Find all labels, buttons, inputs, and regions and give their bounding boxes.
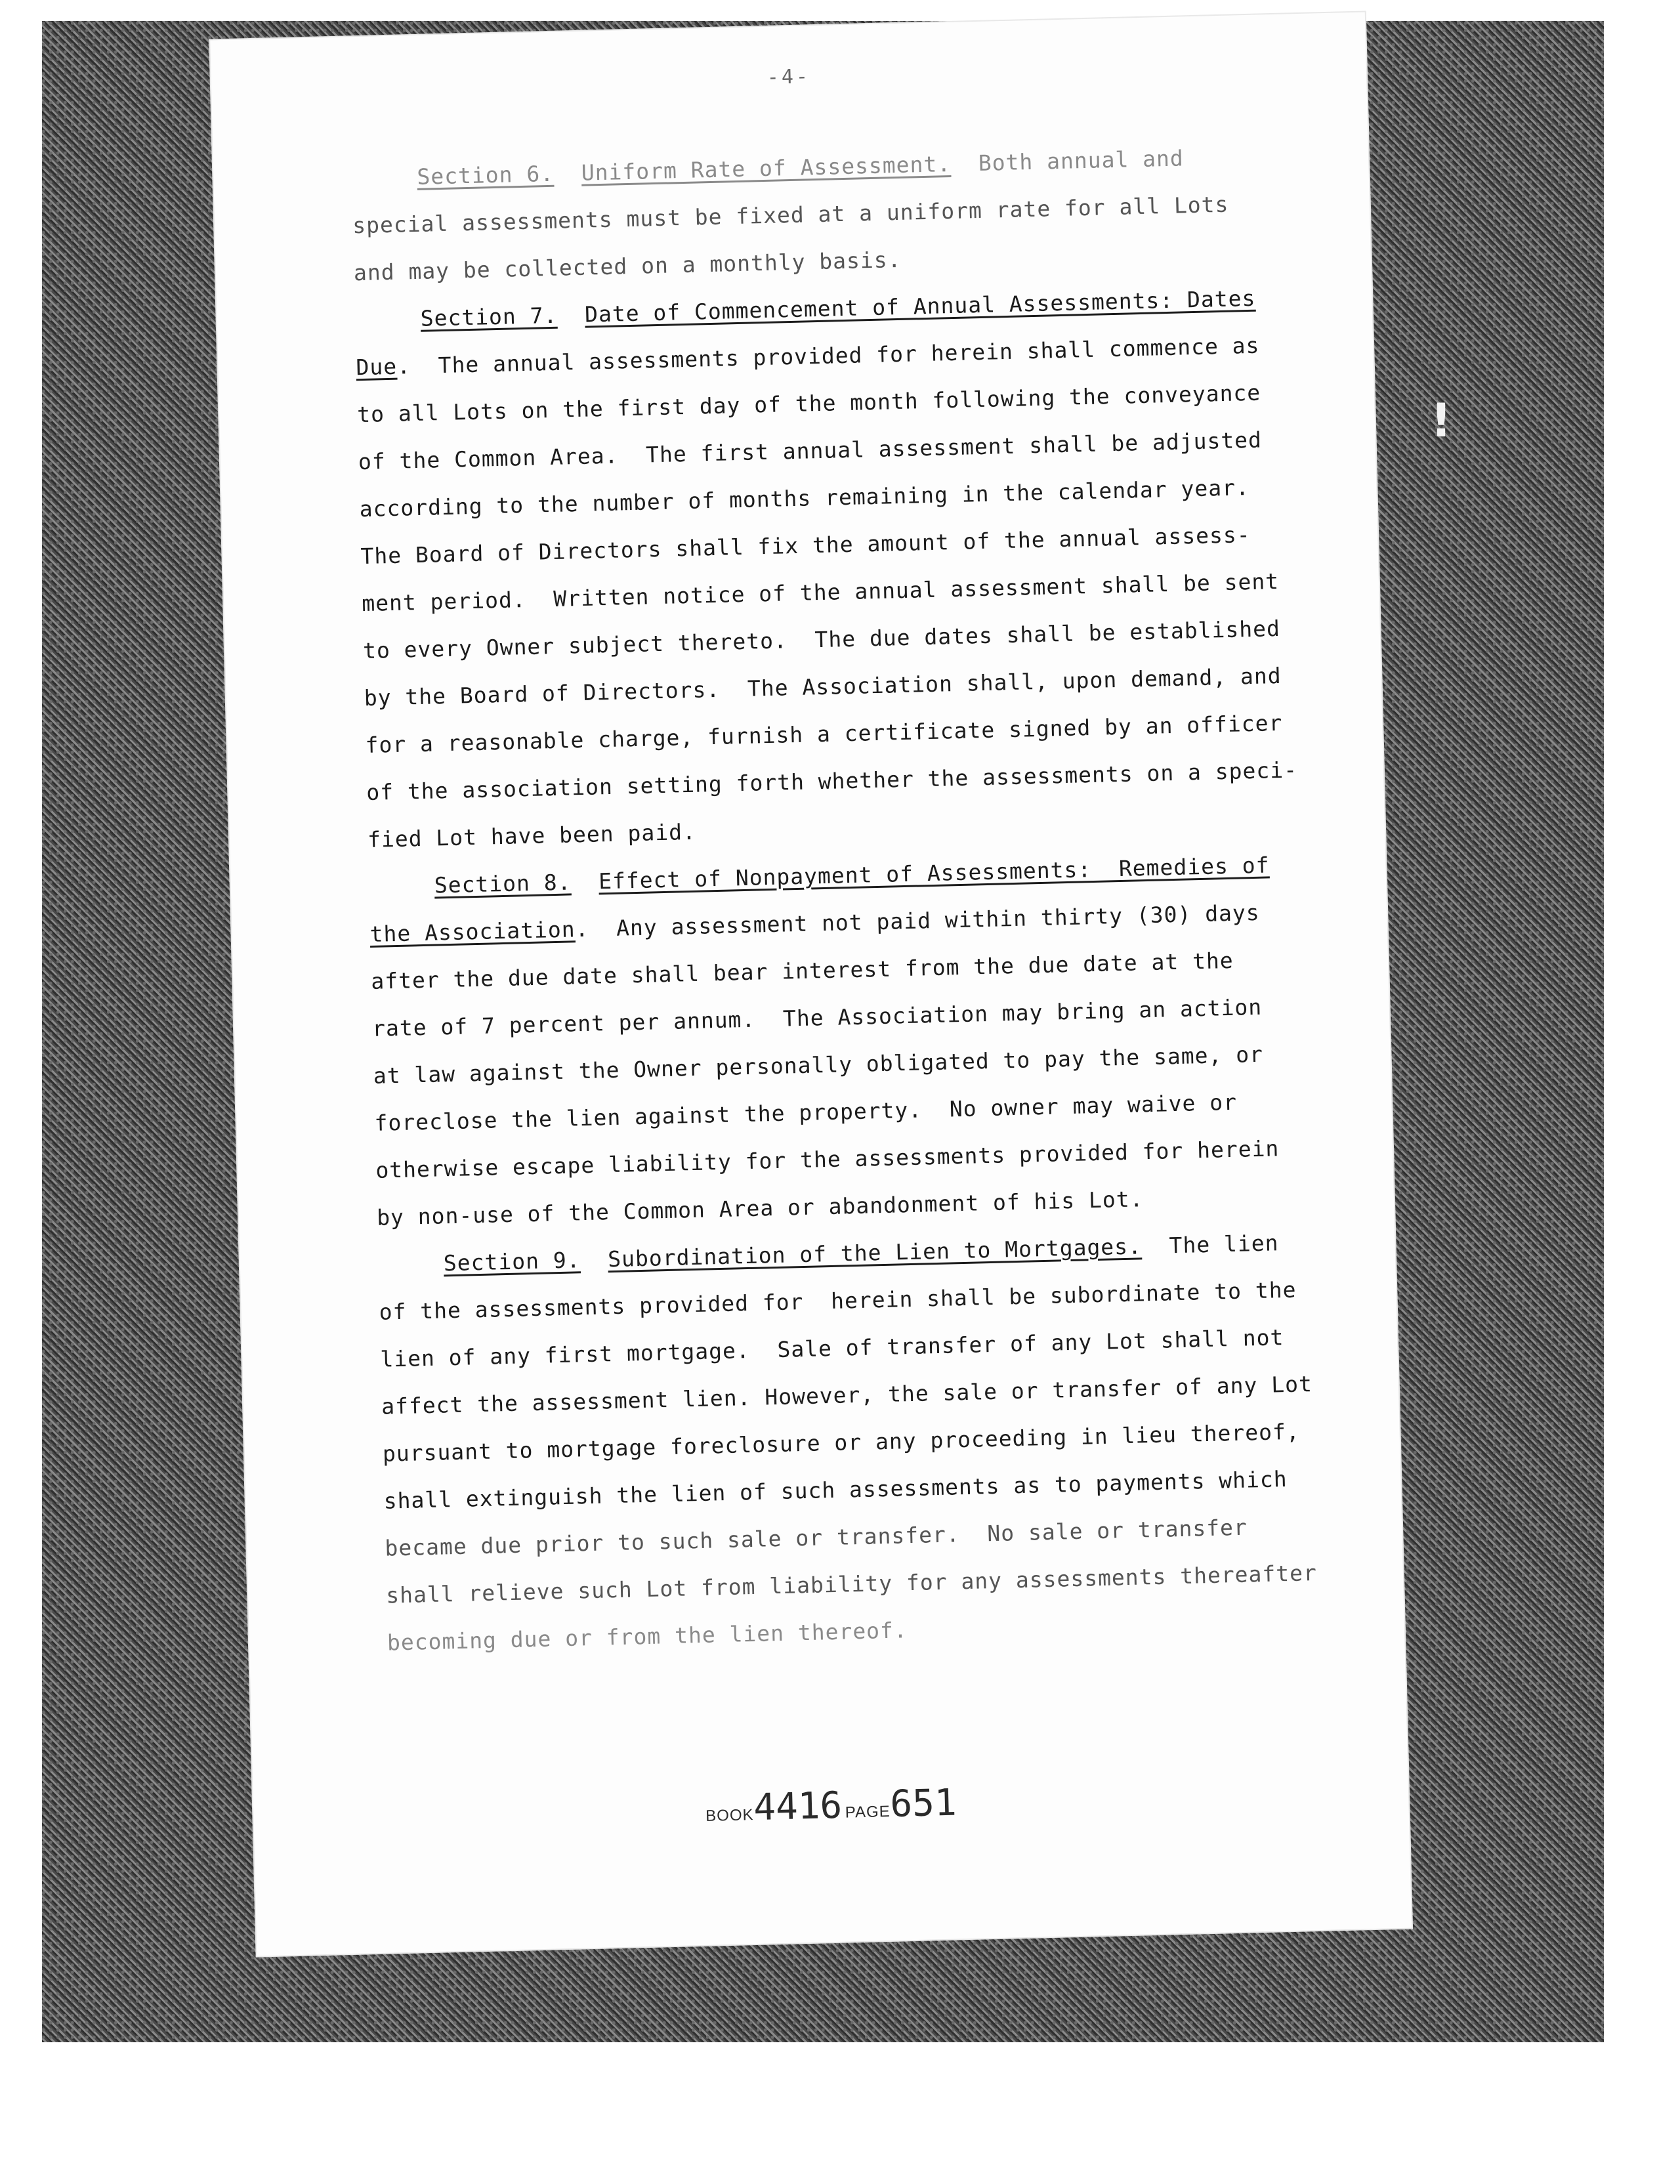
paragraph-3-line-5: at law against the Owner personally obligated to pay the same, or — [373, 1041, 1264, 1089]
paragraph-2-line-3: to all Lots on the first day of the month following the conveyance — [356, 379, 1261, 428]
paragraph-4-line-8: shall relieve such Lot from liability for any assessments thereafter — [385, 1559, 1318, 1608]
page-number: -4- — [766, 65, 811, 89]
paragraph-4-line-6: shall extinguish the lien of such assessments as to payments which — [383, 1466, 1288, 1514]
paragraph-2-line-9: by the Board of Directors. The Association shall, upon demand, and — [364, 662, 1282, 711]
paragraph-2-line-7: ment period. Written notice of the annual assessment shall be sent — [361, 568, 1280, 617]
section-6-text: Both annual and — [978, 145, 1185, 176]
section-6-heading: Section 6. — [416, 160, 555, 190]
paragraph-2-line-5: according to the number of months remaining in the calendar year. — [359, 474, 1250, 522]
paragraph-2-line-4: of the Common Area. The first annual assessment shall be adjusted — [358, 427, 1263, 475]
book-page-stamp — [253, 1771, 1409, 1841]
section-7-text: . The annual assessments provided for herein shall commence as — [396, 332, 1260, 379]
section-7-title: Date of Commencement of Annual Assessments: Dates — [584, 285, 1256, 327]
section-9-text: The lien — [1141, 1230, 1279, 1259]
paragraph-3-line-8: by non-use of the Common Area or abandonment of his Lot. — [376, 1186, 1144, 1230]
section-9-heading: Section 9. — [443, 1247, 581, 1276]
section-7-heading: Section 7. — [420, 302, 558, 331]
paragraph-4-line-4: affect the assessment lien. However, the sale or transfer of any Lot — [381, 1371, 1313, 1419]
paragraph-3-line-6: foreclose the lien against the property. No owner may waive or — [374, 1089, 1238, 1136]
paragraph-2-line-6: The Board of Directors shall fix the amount of the annual assess- — [360, 521, 1251, 570]
section-6-title: Uniform Rate of Assessment. — [581, 150, 952, 186]
paragraph-1-line-2: special assessments must be fixed at a uniform rate for all Lots — [352, 191, 1229, 239]
paragraph-3-line-4: rate of 7 percent per annum. The Association may bring an action — [371, 994, 1263, 1041]
stamp-page-number: 651 — [889, 1781, 957, 1826]
page-label: PAGE — [845, 1802, 891, 1822]
paragraph-1-line-3: and may be collected on a monthly basis. — [353, 246, 902, 286]
paragraph-4-line-2: of the assessments provided for herein shall be subordinate to the — [379, 1276, 1297, 1325]
section-8-text: . Any assessment not paid within thirty (30) days — [575, 899, 1261, 942]
paragraph-4-line-3: lien of any first mortgage. Sale of transfer of any Lot shall not — [379, 1324, 1284, 1372]
paragraph-4-line-5: pursuant to mortgage foreclosure or any proceeding in lieu thereof, — [382, 1418, 1301, 1467]
section-9-title: Subordination of the Lien to Mortgages. — [607, 1233, 1143, 1272]
paragraph-2-line-12: fied Lot have been paid. — [367, 818, 697, 852]
document-body — [351, 133, 1318, 1667]
paragraph-3-line-3: after the due date shall bear interest from the due date at the — [370, 947, 1234, 994]
paragraph-3-line-7: otherwise escape liability for the assessments provided for herein — [375, 1135, 1280, 1183]
section-8-title-cont: the Association — [369, 916, 576, 947]
section-8-title: Effect of Nonpayment of Assessments: Remedies of — [598, 852, 1270, 894]
paragraph-4-line-7: became due prior to such sale or transfer. No sale or transfer — [385, 1514, 1248, 1561]
section-8-heading: Section 8. — [434, 869, 572, 898]
book-number: 4416 — [753, 1784, 843, 1830]
paragraph-4-line-9: becoming due or from the lien thereof. — [387, 1617, 908, 1656]
exclamation-mark-icon: ! — [1431, 394, 1452, 448]
paragraph-2-line-11: of the association setting forth whether the assessments on a speci- — [366, 757, 1298, 806]
document-page — [210, 12, 1412, 1956]
paragraph-2-line-10: for a reasonable charge, furnish a certificate signed by an officer — [365, 709, 1283, 759]
paragraph-2-line-8: to every Owner subject thereto. The due dates shall be established — [362, 615, 1281, 664]
book-label: BOOK — [705, 1806, 754, 1825]
section-7-title-cont: Due — [356, 353, 398, 381]
